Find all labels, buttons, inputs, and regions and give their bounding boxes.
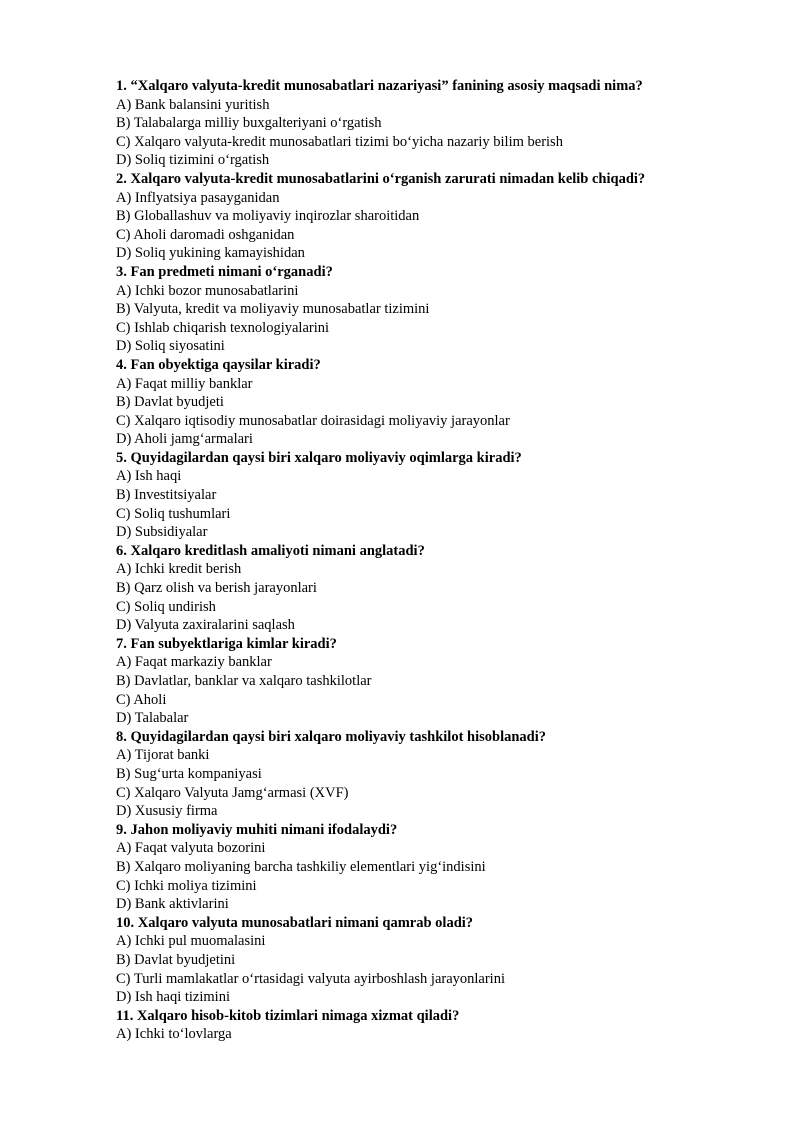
question-title: 5. Quyidagilardan qaysi biri xalqaro moliyaviy oqimlarga kiradi? (116, 449, 522, 466)
question-title: 2. Xalqaro valyuta-kredit munosabatlarini o‘rganish zarurati nimadan kelib chiqadi? (116, 170, 646, 187)
question-3 (116, 263, 756, 356)
question-1 (116, 77, 756, 170)
question-title: 7. Fan subyektlariga kimlar kiradi? (116, 635, 337, 652)
option-d: D) Xususiy firma (116, 803, 218, 820)
option-b: B) Talabalarga milliy buxgalteriyani o‘rgatish (116, 115, 382, 132)
option-a: A) Ish haqi (116, 468, 182, 485)
question-title: 1. “Xalqaro valyuta-kredit munosabatlari nazariyasi” fanining asosiy maqsadi nima? (116, 78, 643, 94)
option-a: A) Ichki bozor munosabatlarini (116, 282, 299, 299)
option-c: C) Ishlab chiqarish texnologiyalarini (116, 319, 330, 336)
question-2 (116, 170, 756, 263)
option-c: C) Xalqaro Valyuta Jamg‘armasi (XVF) (116, 784, 349, 801)
option-a: A) Inflyatsiya pasayganidan (116, 189, 280, 206)
question-10 (116, 914, 756, 1007)
question-title: 11. Xalqaro hisob-kitob tizimlari nimaga xizmat qiladi? (116, 1007, 460, 1024)
option-b: B) Davlat byudjeti (116, 394, 224, 411)
option-d: D) Valyuta zaxiralarini saqlash (116, 617, 295, 634)
option-c: C) Aholi daromadi oshganidan (116, 226, 295, 243)
question-title: 6. Xalqaro kreditlash amaliyoti nimani anglatadi? (116, 542, 425, 559)
option-d: D) Bank aktivlarini (116, 896, 229, 913)
option-c: C) Ichki moliya tizimini (116, 877, 257, 894)
question-7 (116, 635, 756, 728)
option-d: D) Talabalar (116, 710, 189, 727)
option-d: D) Soliq siyosatini (116, 338, 225, 355)
option-a: A) Ichki pul muomalasini (116, 933, 266, 950)
option-a: A) Ichki kredit berish (116, 561, 242, 578)
question-4 (116, 356, 756, 449)
option-b: B) Sug‘urta kompaniyasi (116, 765, 262, 782)
option-d: D) Ish haqi tizimini (116, 989, 230, 1006)
option-a: A) Faqat valyuta bozorini (116, 840, 266, 857)
question-title: 3. Fan predmeti nimani o‘rganadi? (116, 263, 333, 280)
question-8 (116, 728, 756, 821)
option-b: B) Qarz olish va berish jarayonlari (116, 580, 317, 597)
option-b: B) Xalqaro moliyaning barcha tashkiliy elementlari yig‘indisini (116, 858, 486, 875)
option-b: B) Davlat byudjetini (116, 951, 236, 968)
option-d: D) Soliq tizimini o‘rgatish (116, 152, 270, 169)
option-c: C) Soliq undirish (116, 598, 216, 615)
option-c: C) Soliq tushumlari (116, 505, 231, 522)
question-title: 10. Xalqaro valyuta munosabatlari nimani qamrab oladi? (116, 914, 474, 931)
option-c: C) Aholi (116, 691, 167, 708)
option-d: D) Aholi jamg‘armalari (116, 431, 253, 448)
option-d: D) Subsidiyalar (116, 524, 208, 541)
question-title: 9. Jahon moliyaviy muhiti nimani ifodalaydi? (116, 821, 398, 838)
option-d: D) Soliq yukining kamayishidan (116, 245, 305, 262)
question-5 (116, 449, 756, 542)
option-a: A) Bank balansini yuritish (116, 96, 270, 113)
option-b: B) Globallashuv va moliyaviy inqirozlar sharoitidan (116, 208, 420, 225)
question-11 (116, 1007, 756, 1044)
option-c: C) Xalqaro valyuta-kredit munosabatlari tizimi bo‘yicha nazariy bilim berish (116, 133, 563, 150)
option-a: A) Ichki to‘lovlarga (116, 1026, 232, 1043)
option-b: B) Valyuta, kredit va moliyaviy munosabatlar tizimini (116, 301, 430, 318)
option-c: C) Turli mamlakatlar o‘rtasidagi valyuta ayirboshlash jarayonlarini (116, 970, 505, 987)
option-a: A) Tijorat banki (116, 747, 210, 764)
question-6 (116, 542, 756, 635)
option-b: B) Davlatlar, banklar va xalqaro tashkilotlar (116, 673, 372, 689)
question-title: 8. Quyidagilardan qaysi biri xalqaro moliyaviy tashkilot hisoblanadi? (116, 728, 547, 745)
question-9 (116, 821, 756, 914)
option-c: C) Xalqaro iqtisodiy munosabatlar doirasidagi moliyaviy jarayonlar (116, 412, 510, 429)
question-title: 4. Fan obyektiga qaysilar kiradi? (116, 356, 321, 373)
option-a: A) Faqat markaziy banklar (116, 654, 272, 671)
option-b: B) Investitsiyalar (116, 487, 217, 504)
document-page (116, 77, 756, 1044)
option-a: A) Faqat milliy banklar (116, 375, 253, 392)
